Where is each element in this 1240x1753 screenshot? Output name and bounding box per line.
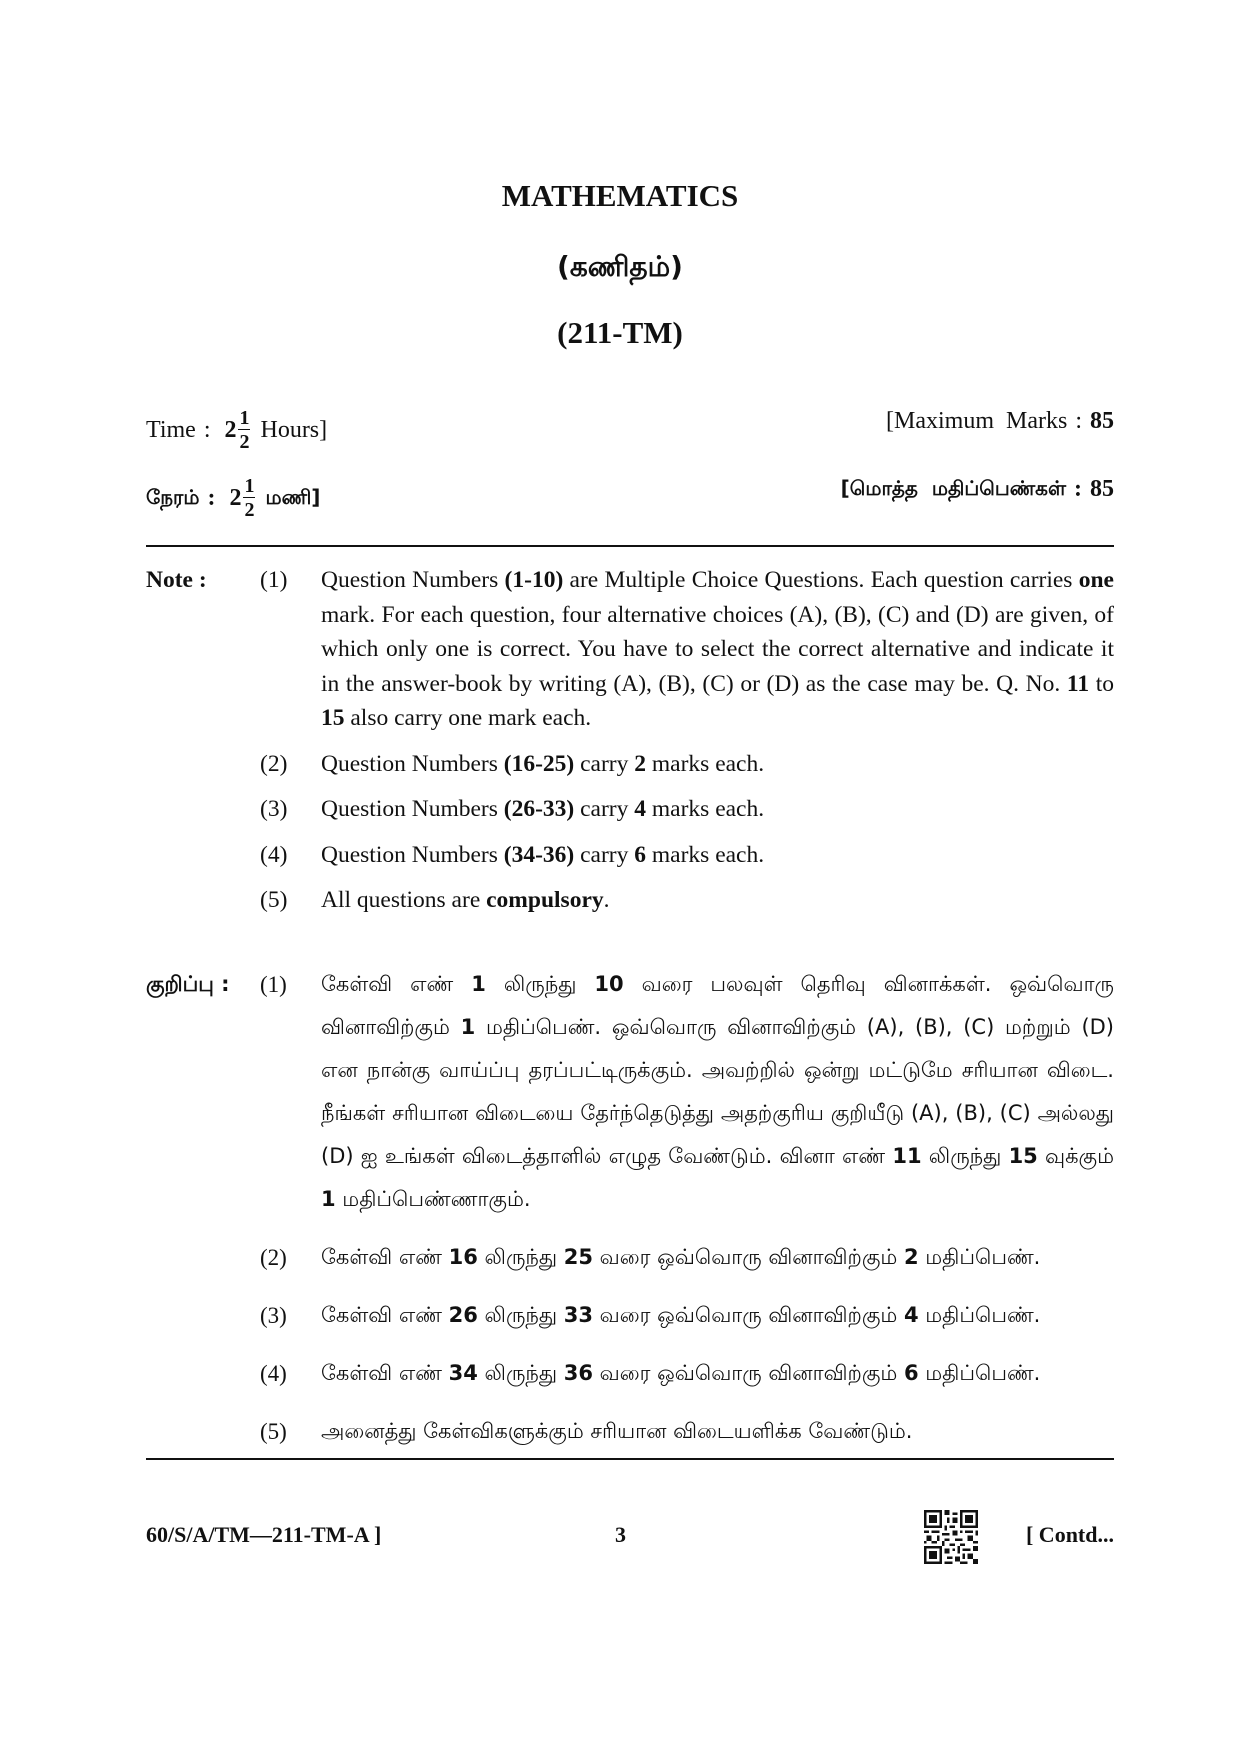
time-info-tamil: [146, 476, 320, 520]
note-number: (4): [260, 841, 288, 868]
continued-label: [ Contd...: [1025, 1522, 1114, 1547]
bold-text: 4: [903, 1303, 919, 1327]
max-marks-label: [Maximum Marks: [886, 408, 1068, 434]
text-run: வரை பலவுள் தெரிவு வினாக்கள். ஒவ்வொரு வினாவிற்கும்: [321, 972, 1115, 1039]
bold-text: 6: [634, 841, 647, 868]
text-run: வரை ஒவ்வொரு வினாவிற்கும்: [593, 1361, 904, 1385]
text-run: வரை ஒவ்வொரு வினாவிற்கும்: [593, 1245, 904, 1269]
bold-text: 34: [448, 1361, 478, 1385]
text-run: கேள்வி எண்: [321, 972, 472, 996]
text-run: carry: [574, 750, 635, 777]
max-marks-value-tamil: 85: [1090, 476, 1114, 502]
time-colon-tamil: :: [207, 484, 216, 511]
note-item-tamil: [146, 1410, 1114, 1453]
qr-code-icon: [924, 1510, 978, 1564]
note-text: [321, 747, 1114, 782]
note-label: Note :: [146, 567, 207, 593]
page-title: MATHEMATICS: [501, 178, 739, 213]
text-run: லிருந்து: [477, 1361, 564, 1385]
note-number-tamil: (3): [260, 1303, 287, 1328]
bold-text: 6: [903, 1361, 919, 1385]
bold-text: 26: [448, 1303, 478, 1327]
bold-text: 2: [634, 750, 647, 777]
time-whole: 2: [224, 416, 237, 443]
bold-text: 15: [321, 705, 345, 731]
time-whole-tamil: 2: [229, 484, 242, 511]
text-run: மதிப்பெண்.: [918, 1361, 1041, 1385]
note-text: [321, 792, 1114, 827]
bold-text: 33: [563, 1303, 593, 1327]
note-text: [321, 563, 1114, 736]
text-run: மதிப்பெண். ஒவ்வொரு வினாவிற்கும் (A), (B), (C) மற்றும் (D) என நான்கு வாய்ப்பு தரப்பட்டிருக்கும். அவற்றில் ஒன்று மட்டுமே சரியான விடை. நீங்கள் சரியான விடையை தேர்ந்தெடுத்து அதற்குரிய குறியீடு (A), (B), (C) அல்லது (D) ஐ உங்கள் விடைத்தாளில் எழுத வேண்டும். வினா எண்: [321, 1015, 1114, 1168]
time-label-tamil: நேரம்: [146, 484, 200, 509]
text-run: வரை ஒவ்வொரு வினாவிற்கும்: [593, 1303, 904, 1327]
note-item: [146, 747, 1114, 782]
time-unit: Hours]: [260, 416, 328, 443]
page-number: 3: [615, 1522, 626, 1547]
note-text-tamil: [321, 963, 1114, 1221]
note-text: [321, 883, 1114, 918]
time-fraction: [224, 408, 250, 452]
bold-text: 36: [563, 1361, 593, 1385]
text-run: கேள்வி எண்: [321, 1361, 449, 1385]
time-label: Time: [146, 416, 196, 443]
text-run: carry: [574, 841, 635, 868]
note-number-tamil: (2): [260, 1245, 287, 1270]
text-run: to: [1089, 670, 1115, 697]
text-run: லிருந்து: [485, 972, 595, 996]
text-run: are Multiple Choice Questions. Each question carries: [563, 567, 1079, 593]
page-title-tamil: (கணிதம்): [557, 250, 683, 283]
bold-text: (1-10): [504, 567, 564, 593]
bold-text: 11: [1066, 670, 1090, 697]
text-run: All questions are: [321, 887, 487, 913]
time-frac-part: [238, 408, 250, 452]
note-number-tamil: (4): [260, 1361, 287, 1386]
text-run: Question Numbers: [321, 750, 504, 777]
text-run: லிருந்து: [477, 1245, 564, 1269]
text-run: marks each.: [646, 796, 765, 822]
divider-bottom: [146, 1458, 1114, 1460]
text-run: லிருந்து: [921, 1144, 1009, 1168]
note-item: [146, 792, 1114, 827]
bold-text: 11: [892, 1144, 922, 1168]
bold-text: 1: [471, 972, 486, 996]
text-run: மதிப்பெண்.: [918, 1245, 1041, 1269]
max-marks-label-tamil: [மொத்த மதிப்பெண்கள்: [840, 476, 1066, 500]
note-number: (1): [260, 567, 288, 593]
time-numerator: 1: [239, 407, 250, 429]
bold-text: compulsory: [486, 887, 604, 913]
time-marks-row: [146, 408, 1114, 458]
text-run: carry: [574, 796, 635, 822]
notes-english: [146, 563, 1114, 929]
text-run: Question Numbers: [321, 841, 504, 868]
bold-text: 16: [448, 1245, 478, 1269]
paper-code: 60/S/A/TM—211-TM-A ]: [146, 1522, 382, 1547]
max-marks: [886, 408, 1114, 435]
note-item: [146, 563, 1114, 736]
time-frac-part-tamil: [243, 476, 255, 520]
bold-text: 2: [903, 1245, 919, 1269]
notes-tamil: [146, 963, 1114, 1468]
time-denominator-tamil: 2: [244, 499, 255, 521]
text-run: mark. For each question, four alternative choices (A), (B), (C) and (D) are given, of which only one is correct. You have to select the correct alternative and indicate it in the answer-book by writing (A), (B), (C) or (D) as the case may be. Q. No.: [321, 601, 1114, 697]
text-run: லிருந்து: [477, 1303, 564, 1327]
time-numerator-tamil: 1: [244, 475, 255, 497]
text-run: அனைத்து கேள்விகளுக்கும் சரியான விடையளிக்க வேண்டும்.: [321, 1419, 913, 1443]
note-item: [146, 883, 1114, 918]
text-run: marks each.: [646, 841, 765, 868]
text-run: Question Numbers: [321, 796, 504, 822]
note-item-tamil: [146, 1236, 1114, 1279]
max-marks-tamil: [841, 476, 1114, 503]
note-number-tamil: (1): [260, 972, 287, 997]
bold-text: 1: [460, 1015, 476, 1039]
divider-top: [146, 545, 1114, 547]
note-text-tamil: [321, 1410, 1114, 1453]
note-number: (3): [260, 796, 288, 822]
note-item-tamil: [146, 1352, 1114, 1395]
bold-text: 4: [634, 796, 647, 822]
max-marks-value: 85: [1090, 408, 1114, 434]
text-run: கேள்வி எண்: [321, 1245, 449, 1269]
text-run: மதிப்பெண்.: [918, 1303, 1041, 1327]
note-number-tamil: (5): [260, 1419, 287, 1444]
text-run: மதிப்பெண்ணாகும்.: [335, 1187, 531, 1211]
time-marks-row-tamil: [146, 476, 1114, 526]
time-info: [146, 408, 327, 452]
bold-text: (34-36): [503, 841, 575, 868]
note-text-tamil: [321, 1352, 1114, 1395]
time-denominator: 2: [239, 431, 250, 453]
text-run: marks each.: [646, 750, 765, 777]
note-text-tamil: [321, 1236, 1114, 1279]
note-number: (5): [260, 887, 288, 913]
text-run: வுக்கும்: [1037, 1144, 1114, 1168]
bold-text: one: [1078, 567, 1114, 593]
note-label-tamil: குறிப்பு :: [146, 972, 230, 996]
note-item-tamil: [146, 963, 1114, 1221]
bold-text: 1: [321, 1187, 336, 1211]
bold-text: (16-25): [503, 750, 575, 777]
note-number: (2): [260, 750, 288, 777]
bold-text: 25: [563, 1245, 593, 1269]
note-text-tamil: [321, 1294, 1114, 1337]
bold-text: 10: [594, 972, 624, 996]
time-fraction-tamil: [229, 476, 255, 520]
text-run: also carry one mark each.: [344, 705, 592, 731]
note-item: [146, 838, 1114, 873]
bold-text: 15: [1008, 1144, 1038, 1168]
max-marks-colon-tamil: :: [1074, 476, 1082, 502]
text-run: .: [603, 887, 610, 913]
subject-code: (211-TM): [557, 315, 683, 350]
max-marks-colon: :: [1075, 408, 1082, 434]
text-run: கேள்வி எண்: [321, 1303, 449, 1327]
note-item-tamil: [146, 1294, 1114, 1337]
time-colon: :: [203, 416, 211, 443]
time-unit-tamil: மணி]: [265, 484, 321, 509]
note-text: [321, 838, 1114, 873]
text-run: Question Numbers: [321, 567, 505, 593]
bold-text: (26-33): [503, 796, 575, 822]
